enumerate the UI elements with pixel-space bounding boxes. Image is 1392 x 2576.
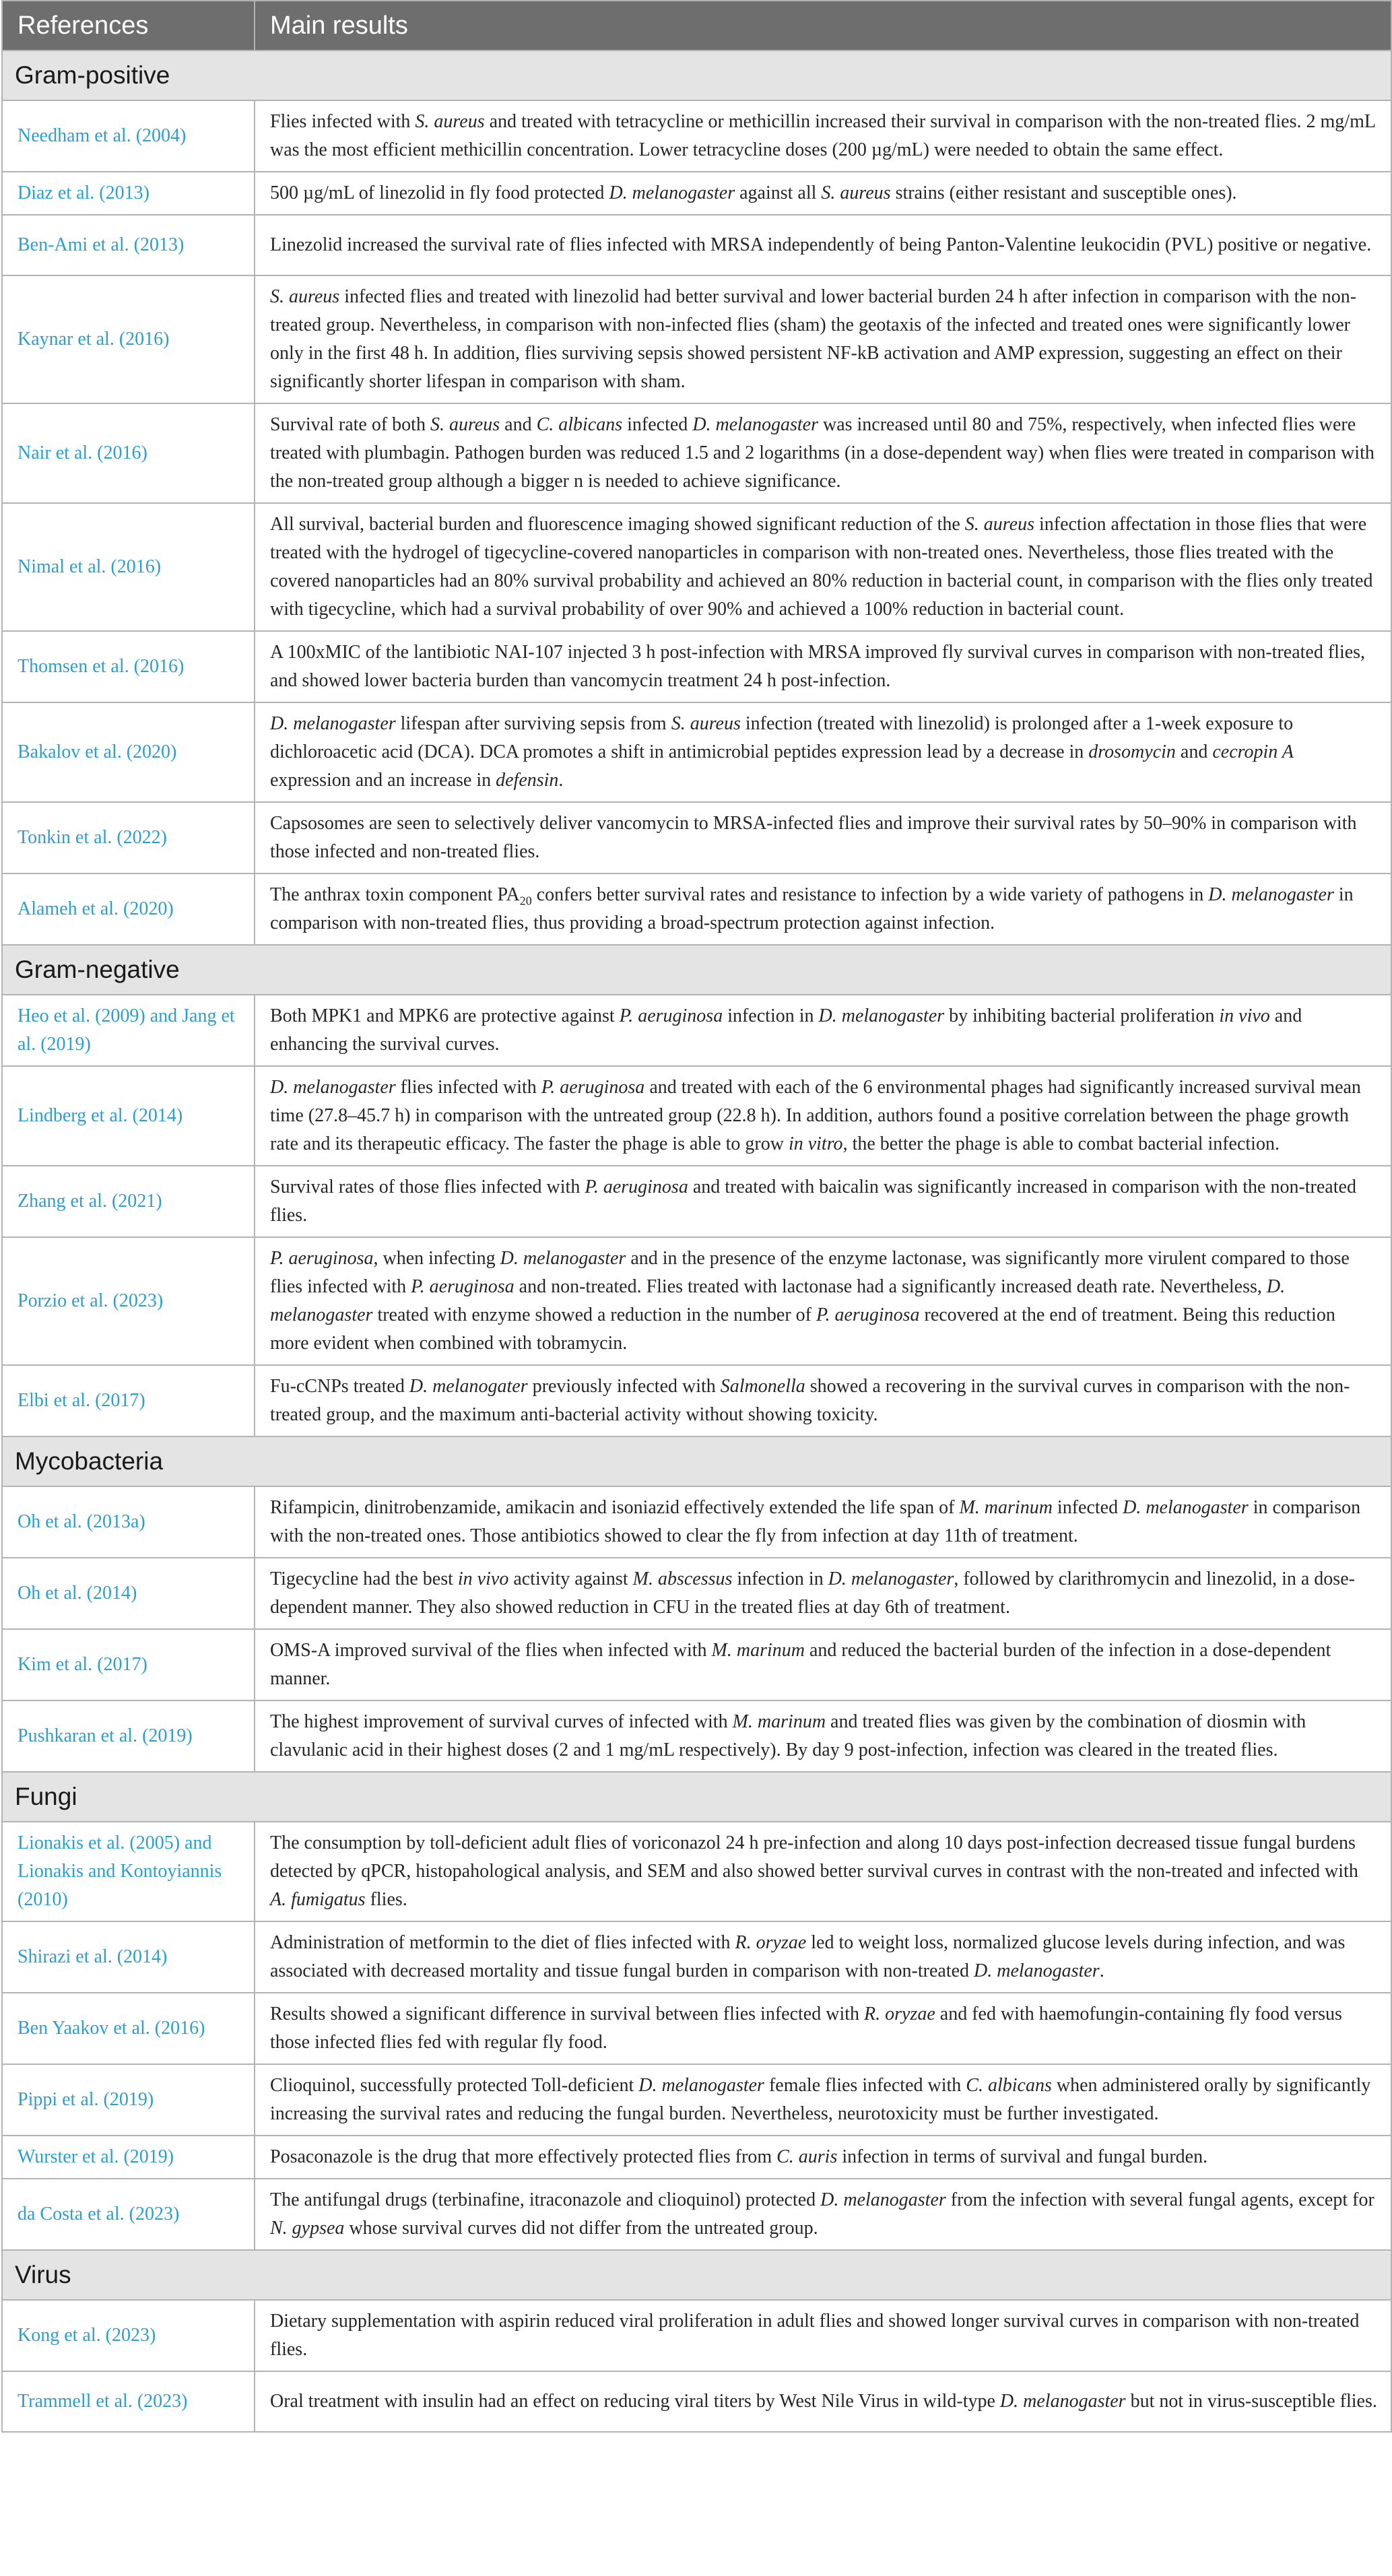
result-text: Survival rate of both S. aureus and C. albicans infected D. melanogaster was increased until 80 and 75%, respectively, when infected flies were treated with plumbagin. Pathogen burden was reduced 1.5 and 2 logarithms (in a dose-dependent way) when flies were treated in comparison with the non-treated group although a bigger n is needed to achieve significance. bbox=[255, 403, 1391, 503]
result-text: All survival, bacterial burden and fluorescence imaging showed significant reduction of the S. aureus infection affectation in those flies that were treated with the hydrogel of tigecycline-covered nanoparticles in comparison with non-treated ones. Nevertheless, those flies treated with the covered nanoparticles had an 80% survival probability and achieved an 80% reduction in bacterial count, in comparison with the flies only treated with tigecycline, which had a survival probability of over 90% and achieved a 100% reduction in bacterial count. bbox=[255, 503, 1391, 631]
result-text: The anthrax toxin component $PA_{20}$ confers better survival rates and resistance to infection by a wide variety of pathogens in D. melanogaster in comparison with non-treated flies, thus providing a broad-spectrum protection against infection. bbox=[255, 873, 1391, 945]
table-row bbox=[2, 1486, 1391, 1558]
result-text: Posaconazole is the drug that more effectively protected flies from C. auris infection in terms of survival and fungal burden. bbox=[255, 2136, 1391, 2179]
result-text: P. aeruginosa, when infecting D. melanogaster and in the presence of the enzyme lactonase, was significantly more virulent compared to those flies infected with P. aeruginosa and non-treated. Flies treated with lactonase had a significantly increased death rate. Nevertheless, D. melanogaster treated with enzyme showed a reduction in the number of P. aeruginosa recovered at the end of treatment. Being this reduction more evident when combined with tobramycin. bbox=[255, 1237, 1391, 1365]
reference-link[interactable]: Thomsen et al. (2016) bbox=[2, 631, 255, 702]
reference-link[interactable]: Ben-Ami et al. (2013) bbox=[2, 215, 255, 275]
reference-link[interactable]: Zhang et al. (2021) bbox=[2, 1166, 255, 1237]
table-row bbox=[2, 1558, 1391, 1629]
reference-link[interactable]: Diaz et al. (2013) bbox=[2, 172, 255, 215]
reference-link[interactable]: Oh et al. (2013a) bbox=[2, 1486, 255, 1558]
table-row bbox=[2, 2136, 1391, 2179]
result-text: S. aureus infected flies and treated with linezolid had better survival and lower bacterial burden 24 h after infection in comparison with the non-treated group. Nevertheless, in comparison with non-infected flies (sham) the geotaxis of the infected and treated ones were significantly lower only in the first 48 h. In addition, flies surviving sepsis showed persistent NF-kB activation and AMP expression, suggesting an effect on their significantly shorter lifespan in comparison with sham. bbox=[255, 275, 1391, 403]
table-row bbox=[2, 802, 1391, 873]
result-text: D. melanogaster lifespan after surviving sepsis from S. aureus infection (treated with linezolid) is prolonged after a 1-week exposure to dichloroacetic acid (DCA). DCA promotes a shift in antimicrobial peptides expression lead by a decrease in drosomycin and cecropin A expression and an increase in defensin. bbox=[255, 702, 1391, 802]
reference-link[interactable]: Tonkin et al. (2022) bbox=[2, 802, 255, 873]
table-row bbox=[2, 1166, 1391, 1237]
reference-link[interactable]: Bakalov et al. (2020) bbox=[2, 702, 255, 802]
table-row bbox=[2, 2179, 1391, 2250]
table-row bbox=[2, 2371, 1391, 2432]
reference-link[interactable]: Nimal et al. (2016) bbox=[2, 503, 255, 631]
result-text: Tigecycline had the best in vivo activity against M. abscessus infection in D. melanogaster, followed by clarithromycin and linezolid, in a dose-dependent manner. They also showed reduction in CFU in the treated flies at day 6th of treatment. bbox=[255, 1558, 1391, 1629]
result-text: Fu-cCNPs treated D. melanogater previously infected with Salmonella showed a recovering in the survival curves in comparison with the non-treated group, and the maximum anti-bacterial activity without showing toxicity. bbox=[255, 1365, 1391, 1436]
table-row bbox=[2, 1993, 1391, 2064]
reference-link[interactable]: Needham et al. (2004) bbox=[2, 100, 255, 172]
table-row bbox=[2, 503, 1391, 631]
result-text: Flies infected with S. aureus and treated with tetracycline or methicillin increased their survival in comparison with the non-treated flies. 2 mg/mL was the most efficient methicillin concentration. Lower tetracycline doses (200 µg/mL) were needed to obtain the same effect. bbox=[255, 100, 1391, 172]
table-row bbox=[2, 403, 1391, 503]
table-row bbox=[2, 631, 1391, 702]
table-row bbox=[2, 215, 1391, 275]
section-header-mycobacteria: Mycobacteria bbox=[2, 1436, 1391, 1486]
table-row bbox=[2, 100, 1391, 172]
reference-link[interactable]: Oh et al. (2014) bbox=[2, 1558, 255, 1629]
reference-link[interactable]: Heo et al. (2009) and Jang et al. (2019) bbox=[2, 995, 255, 1066]
section-header-virus: Virus bbox=[2, 2250, 1391, 2300]
table-row bbox=[2, 1700, 1391, 1772]
reference-link[interactable]: da Costa et al. (2023) bbox=[2, 2179, 255, 2250]
reference-link[interactable]: Shirazi et al. (2014) bbox=[2, 1921, 255, 1993]
reference-link[interactable]: Nair et al. (2016) bbox=[2, 403, 255, 503]
reference-link[interactable]: Pushkaran et al. (2019) bbox=[2, 1700, 255, 1772]
result-text: Administration of metformin to the diet of flies infected with R. oryzae led to weight loss, normalized glucose levels during infection, and was associated with decreased mortality and tissue fungal burden in comparison with non-treated D. melanogaster. bbox=[255, 1921, 1391, 1993]
references-column-header: References bbox=[2, 1, 255, 51]
table-row bbox=[2, 2064, 1391, 2136]
table-row bbox=[2, 1237, 1391, 1365]
result-text: The antifungal drugs (terbinafine, itraconazole and clioquinol) protected D. melanogaster from the infection with several fungal agents, except for N. gypsea whose survival curves did not differ from the untreated group. bbox=[255, 2179, 1391, 2250]
section-header-gram-negative: Gram-negative bbox=[2, 945, 1391, 995]
result-text: Survival rates of those flies infected with P. aeruginosa and treated with baicalin was significantly increased in comparison with the non-treated flies. bbox=[255, 1166, 1391, 1237]
table-row bbox=[2, 1921, 1391, 1993]
reference-link[interactable]: Ben Yaakov et al. (2016) bbox=[2, 1993, 255, 2064]
result-text: The highest improvement of survival curves of infected with M. marinum and treated flies was given by the combination of diosmin with clavulanic acid in their highest doses (2 and 1 mg/mL respectively). By day 9 post-infection, infection was cleared in the treated flies. bbox=[255, 1700, 1391, 1772]
result-text: D. melanogaster flies infected with P. aeruginosa and treated with each of the 6 environmental phages had significantly increased survival mean time (27.8–45.7 h) in comparison with the untreated group (22.8 h). In addition, authors found a positive correlation between the phage growth rate and its therapeutic efficacy. The faster the phage is able to grow in vitro, the better the phage is able to combat bacterial infection. bbox=[255, 1066, 1391, 1166]
result-text: The consumption by toll-deficient adult flies of voriconazol 24 h pre-infection and along 10 days post-infection decreased tissue fungal burdens detected by qPCR, histopahological analysis, and SEM and also showed better survival curves in contrast with the non-treated and infected with A. fumigatus flies. bbox=[255, 1822, 1391, 1921]
result-text: Clioquinol, successfully protected Toll-deficient D. melanogaster female flies infected with C. albicans when administered orally by significantly increasing the survival rates and reducing the fungal burden. Nevertheless, neurotoxicity must be further investigated. bbox=[255, 2064, 1391, 2136]
table-row bbox=[2, 1629, 1391, 1700]
result-text: Dietary supplementation with aspirin reduced viral proliferation in adult flies and showed longer survival curves in comparison with non-treated flies. bbox=[255, 2300, 1391, 2371]
table-row bbox=[2, 873, 1391, 945]
reference-link[interactable]: Kong et al. (2023) bbox=[2, 2300, 255, 2371]
result-text: Both MPK1 and MPK6 are protective against P. aeruginosa infection in D. melanogaster by inhibiting bacterial proliferation in vivo and enhancing the survival curves. bbox=[255, 995, 1391, 1066]
header-row bbox=[2, 1, 1391, 51]
section-header-fungi: Fungi bbox=[2, 1772, 1391, 1822]
reference-link[interactable]: Lindberg et al. (2014) bbox=[2, 1066, 255, 1166]
result-text: Capsosomes are seen to selectively deliver vancomycin to MRSA-infected flies and improve their survival rates by 50–90% in comparison with those infected and non-treated flies. bbox=[255, 802, 1391, 873]
result-text: 500 µg/mL of linezolid in fly food protected D. melanogaster against all S. aureus strains (either resistant and susceptible ones). bbox=[255, 172, 1391, 215]
reference-link[interactable]: Lionakis et al. (2005) and Lionakis and Kontoyiannis (2010) bbox=[2, 1822, 255, 1921]
table-row bbox=[2, 1822, 1391, 1921]
table-row bbox=[2, 1066, 1391, 1166]
references-results-table bbox=[1, 0, 1392, 2433]
reference-link[interactable]: Kaynar et al. (2016) bbox=[2, 275, 255, 403]
table-row bbox=[2, 172, 1391, 215]
table-row bbox=[2, 702, 1391, 802]
table-row bbox=[2, 275, 1391, 403]
table-row bbox=[2, 2300, 1391, 2371]
reference-link[interactable]: Trammell et al. (2023) bbox=[2, 2371, 255, 2432]
table-row bbox=[2, 995, 1391, 1066]
reference-link[interactable]: Elbi et al. (2017) bbox=[2, 1365, 255, 1436]
result-text: A 100xMIC of the lantibiotic NAI-107 injected 3 h post-infection with MRSA improved fly survival curves in comparison with non-treated flies, and showed lower bacteria burden than vancomycin treatment 24 h post-infection. bbox=[255, 631, 1391, 702]
result-text: OMS-A improved survival of the flies when infected with M. marinum and reduced the bacterial burden of the infection in a dose-dependent manner. bbox=[255, 1629, 1391, 1700]
reference-link[interactable]: Kim et al. (2017) bbox=[2, 1629, 255, 1700]
table-row bbox=[2, 1365, 1391, 1436]
result-text: Linezolid increased the survival rate of flies infected with MRSA independently of being Panton-Valentine leukocidin (PVL) positive or negative. bbox=[255, 215, 1391, 275]
reference-link[interactable]: Porzio et al. (2023) bbox=[2, 1237, 255, 1365]
result-text: Rifampicin, dinitrobenzamide, amikacin and isoniazid effectively extended the life span of M. marinum infected D. melanogaster in comparison with the non-treated ones. Those antibiotics showed to clear the fly from infection at day 11th of treatment. bbox=[255, 1486, 1391, 1558]
reference-link[interactable]: Alameh et al. (2020) bbox=[2, 873, 255, 945]
reference-link[interactable]: Pippi et al. (2019) bbox=[2, 2064, 255, 2136]
section-header-gram-positive: Gram-positive bbox=[2, 51, 1391, 100]
result-text: Results showed a significant difference in survival between flies infected with R. oryzae and fed with haemofungin-containing fly food versus those infected flies fed with regular fly food. bbox=[255, 1993, 1391, 2064]
reference-link[interactable]: Wurster et al. (2019) bbox=[2, 2136, 255, 2179]
result-text: Oral treatment with insulin had an effect on reducing viral titers by West Nile Virus in wild-type D. melanogaster but not in virus-susceptible flies. bbox=[255, 2371, 1391, 2432]
main-results-column-header: Main results bbox=[255, 1, 1391, 51]
